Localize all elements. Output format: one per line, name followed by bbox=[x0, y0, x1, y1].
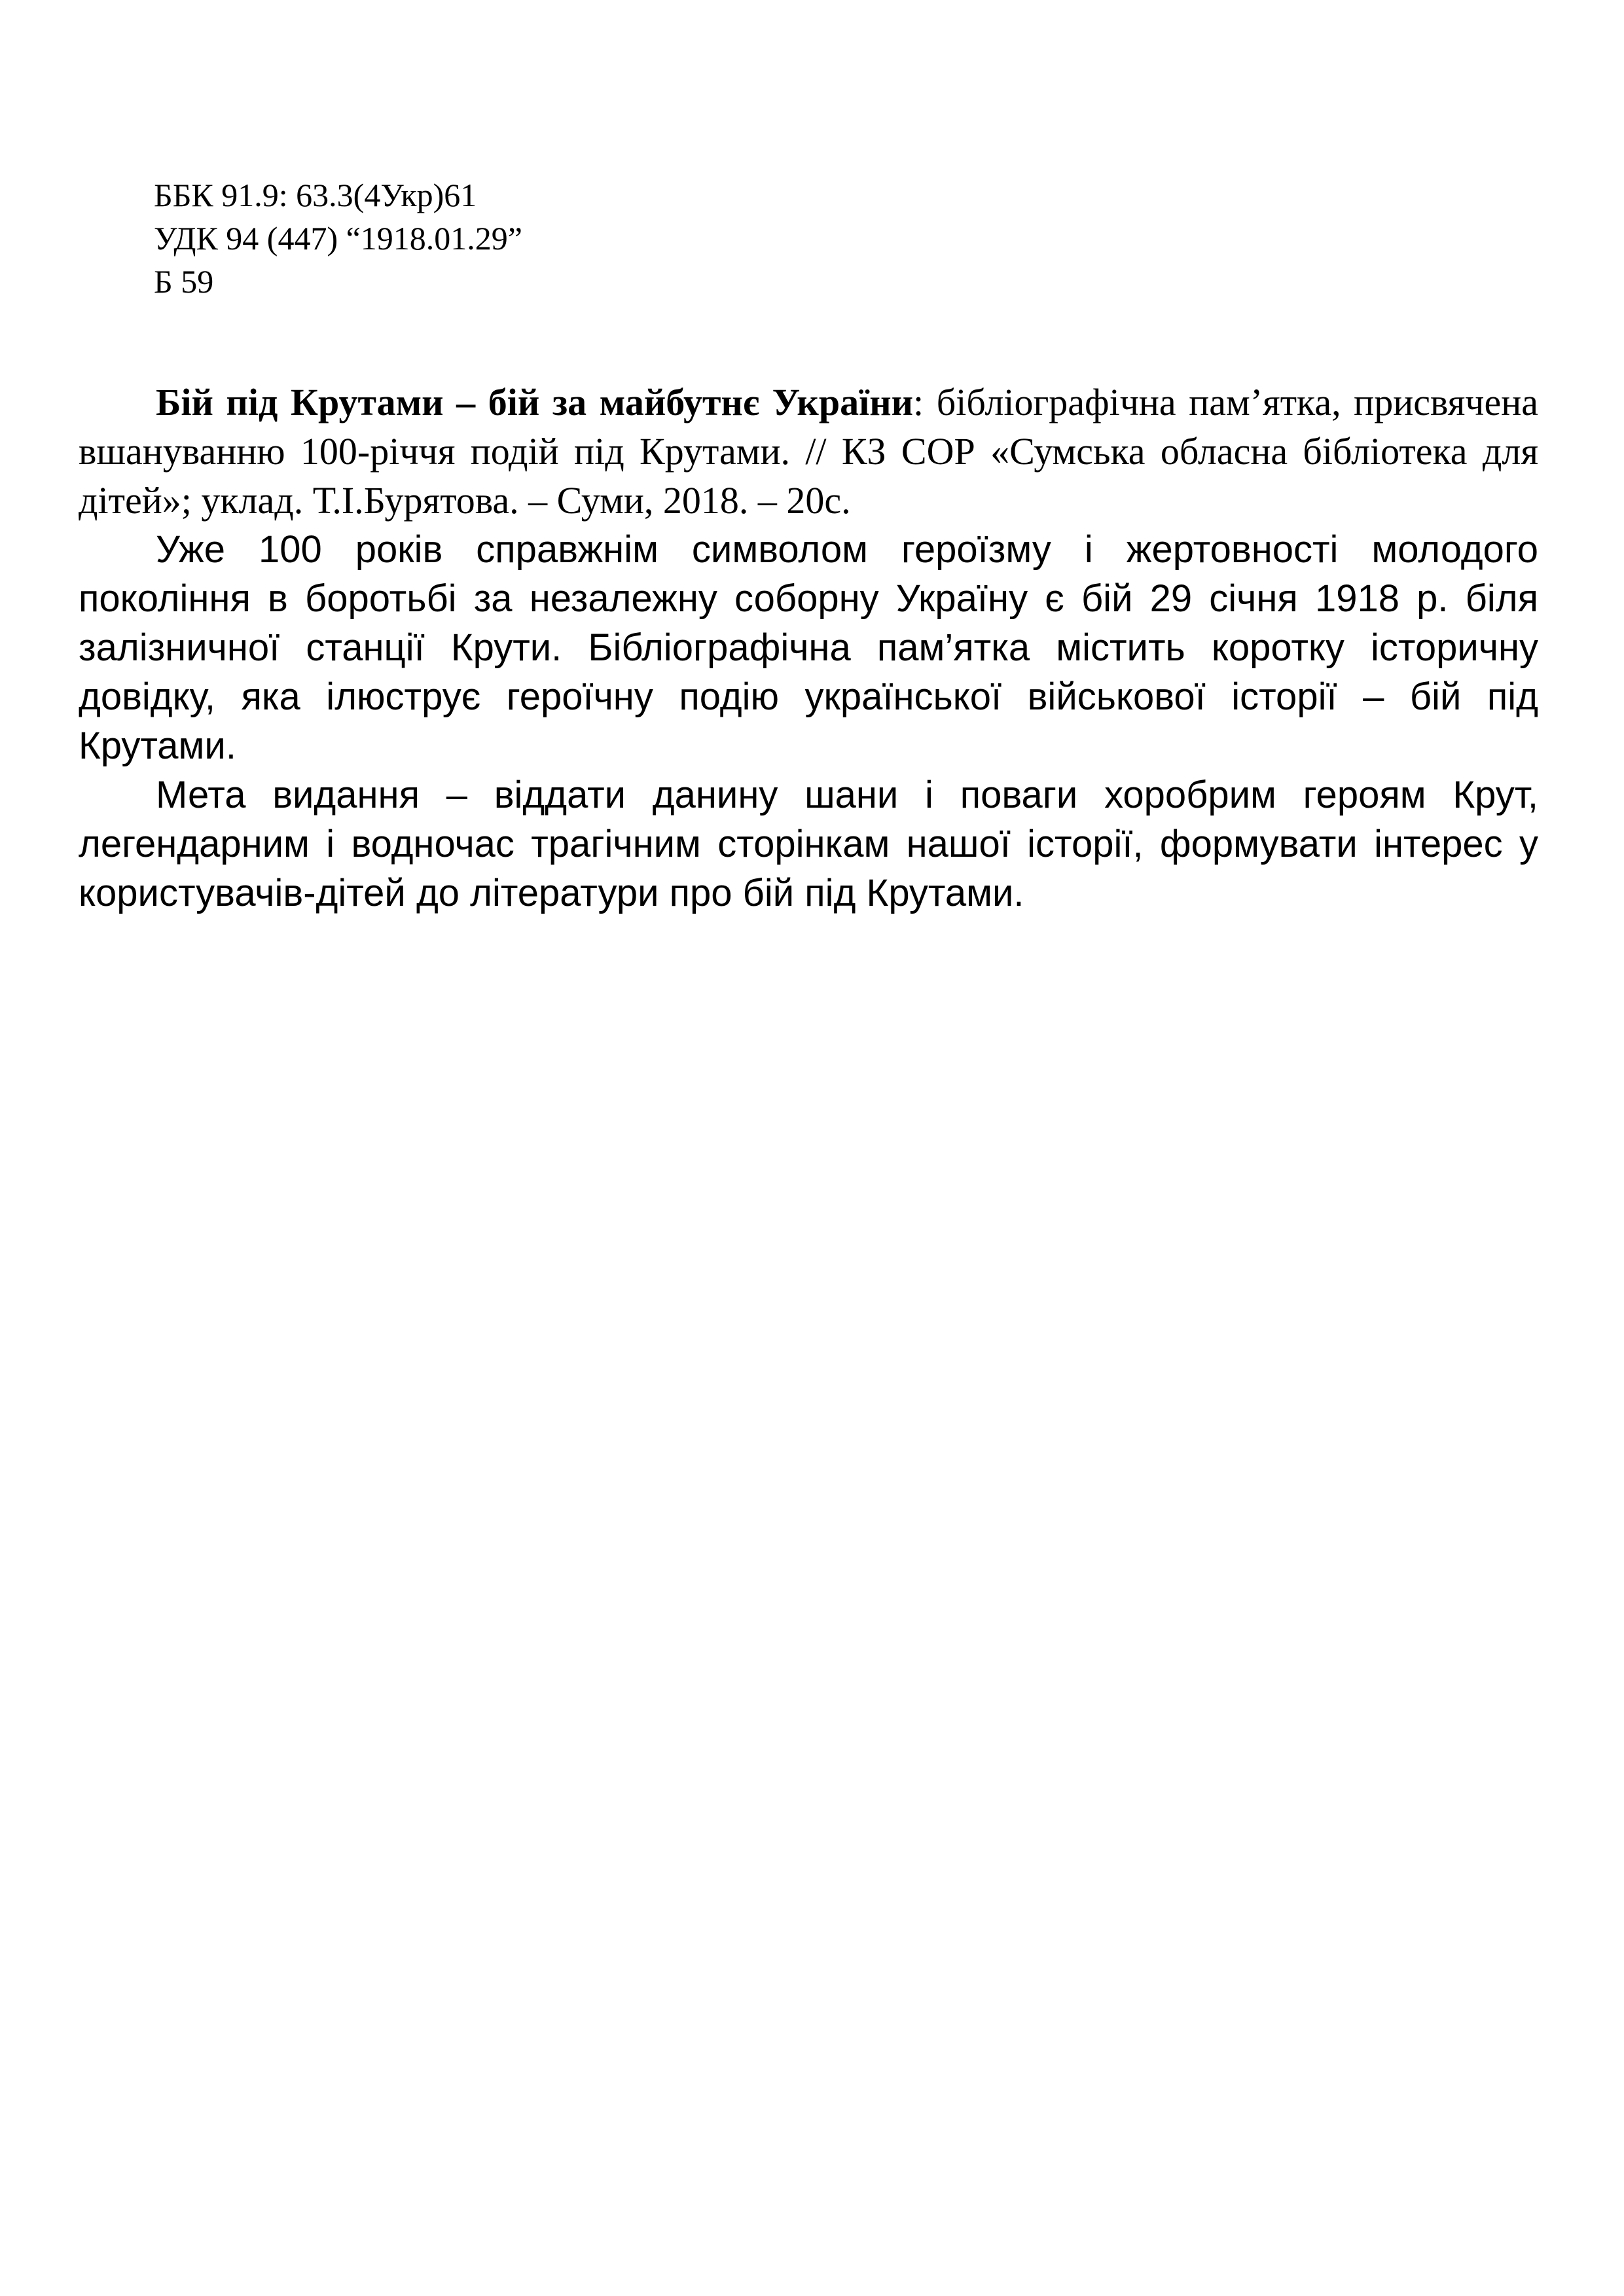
bbk-code: ББК 91.9: 63.3(4Укр)61 bbox=[154, 177, 477, 213]
udk-code: УДК 94 (447) “1918.01.29” bbox=[154, 220, 522, 257]
bibliographic-title: Бій під Крутами – бій за майбутнє України bbox=[156, 381, 914, 423]
classification-codes bbox=[154, 173, 522, 303]
document-body bbox=[79, 378, 1538, 918]
bibliographic-entry bbox=[79, 378, 1538, 525]
author-mark: Б 59 bbox=[154, 263, 214, 300]
description-paragraph: Уже 100 років справжнім символом героїзму і жертовності молодого покоління в боротьбі за незалежну соборну Україну є бій 29 січня 1918 р. біля залізничної станції Крути. Бібліографічна пам’ятка містить коротку історичну довідку, яка ілюструє героїчну подію української військової історії – бій під Крутами. bbox=[79, 528, 1538, 767]
purpose-paragraph: Мета видання – віддати данину шани і поваги хоробрим героям Крут, легендарним і водночас трагічним сторінкам нашої історії, формувати інтерес у користувачів-дітей до літератури про бій під Крутами. bbox=[79, 774, 1538, 914]
bibliographic-details: : бібліографічна пам’ятка, присвячена вшануванню 100-річчя подій під Крутами. // КЗ СОР «Сумська обласна бібліотека для дітей»; уклад. Т.І.Бурятова. – Суми, 2018. – 20с. bbox=[79, 381, 1538, 522]
